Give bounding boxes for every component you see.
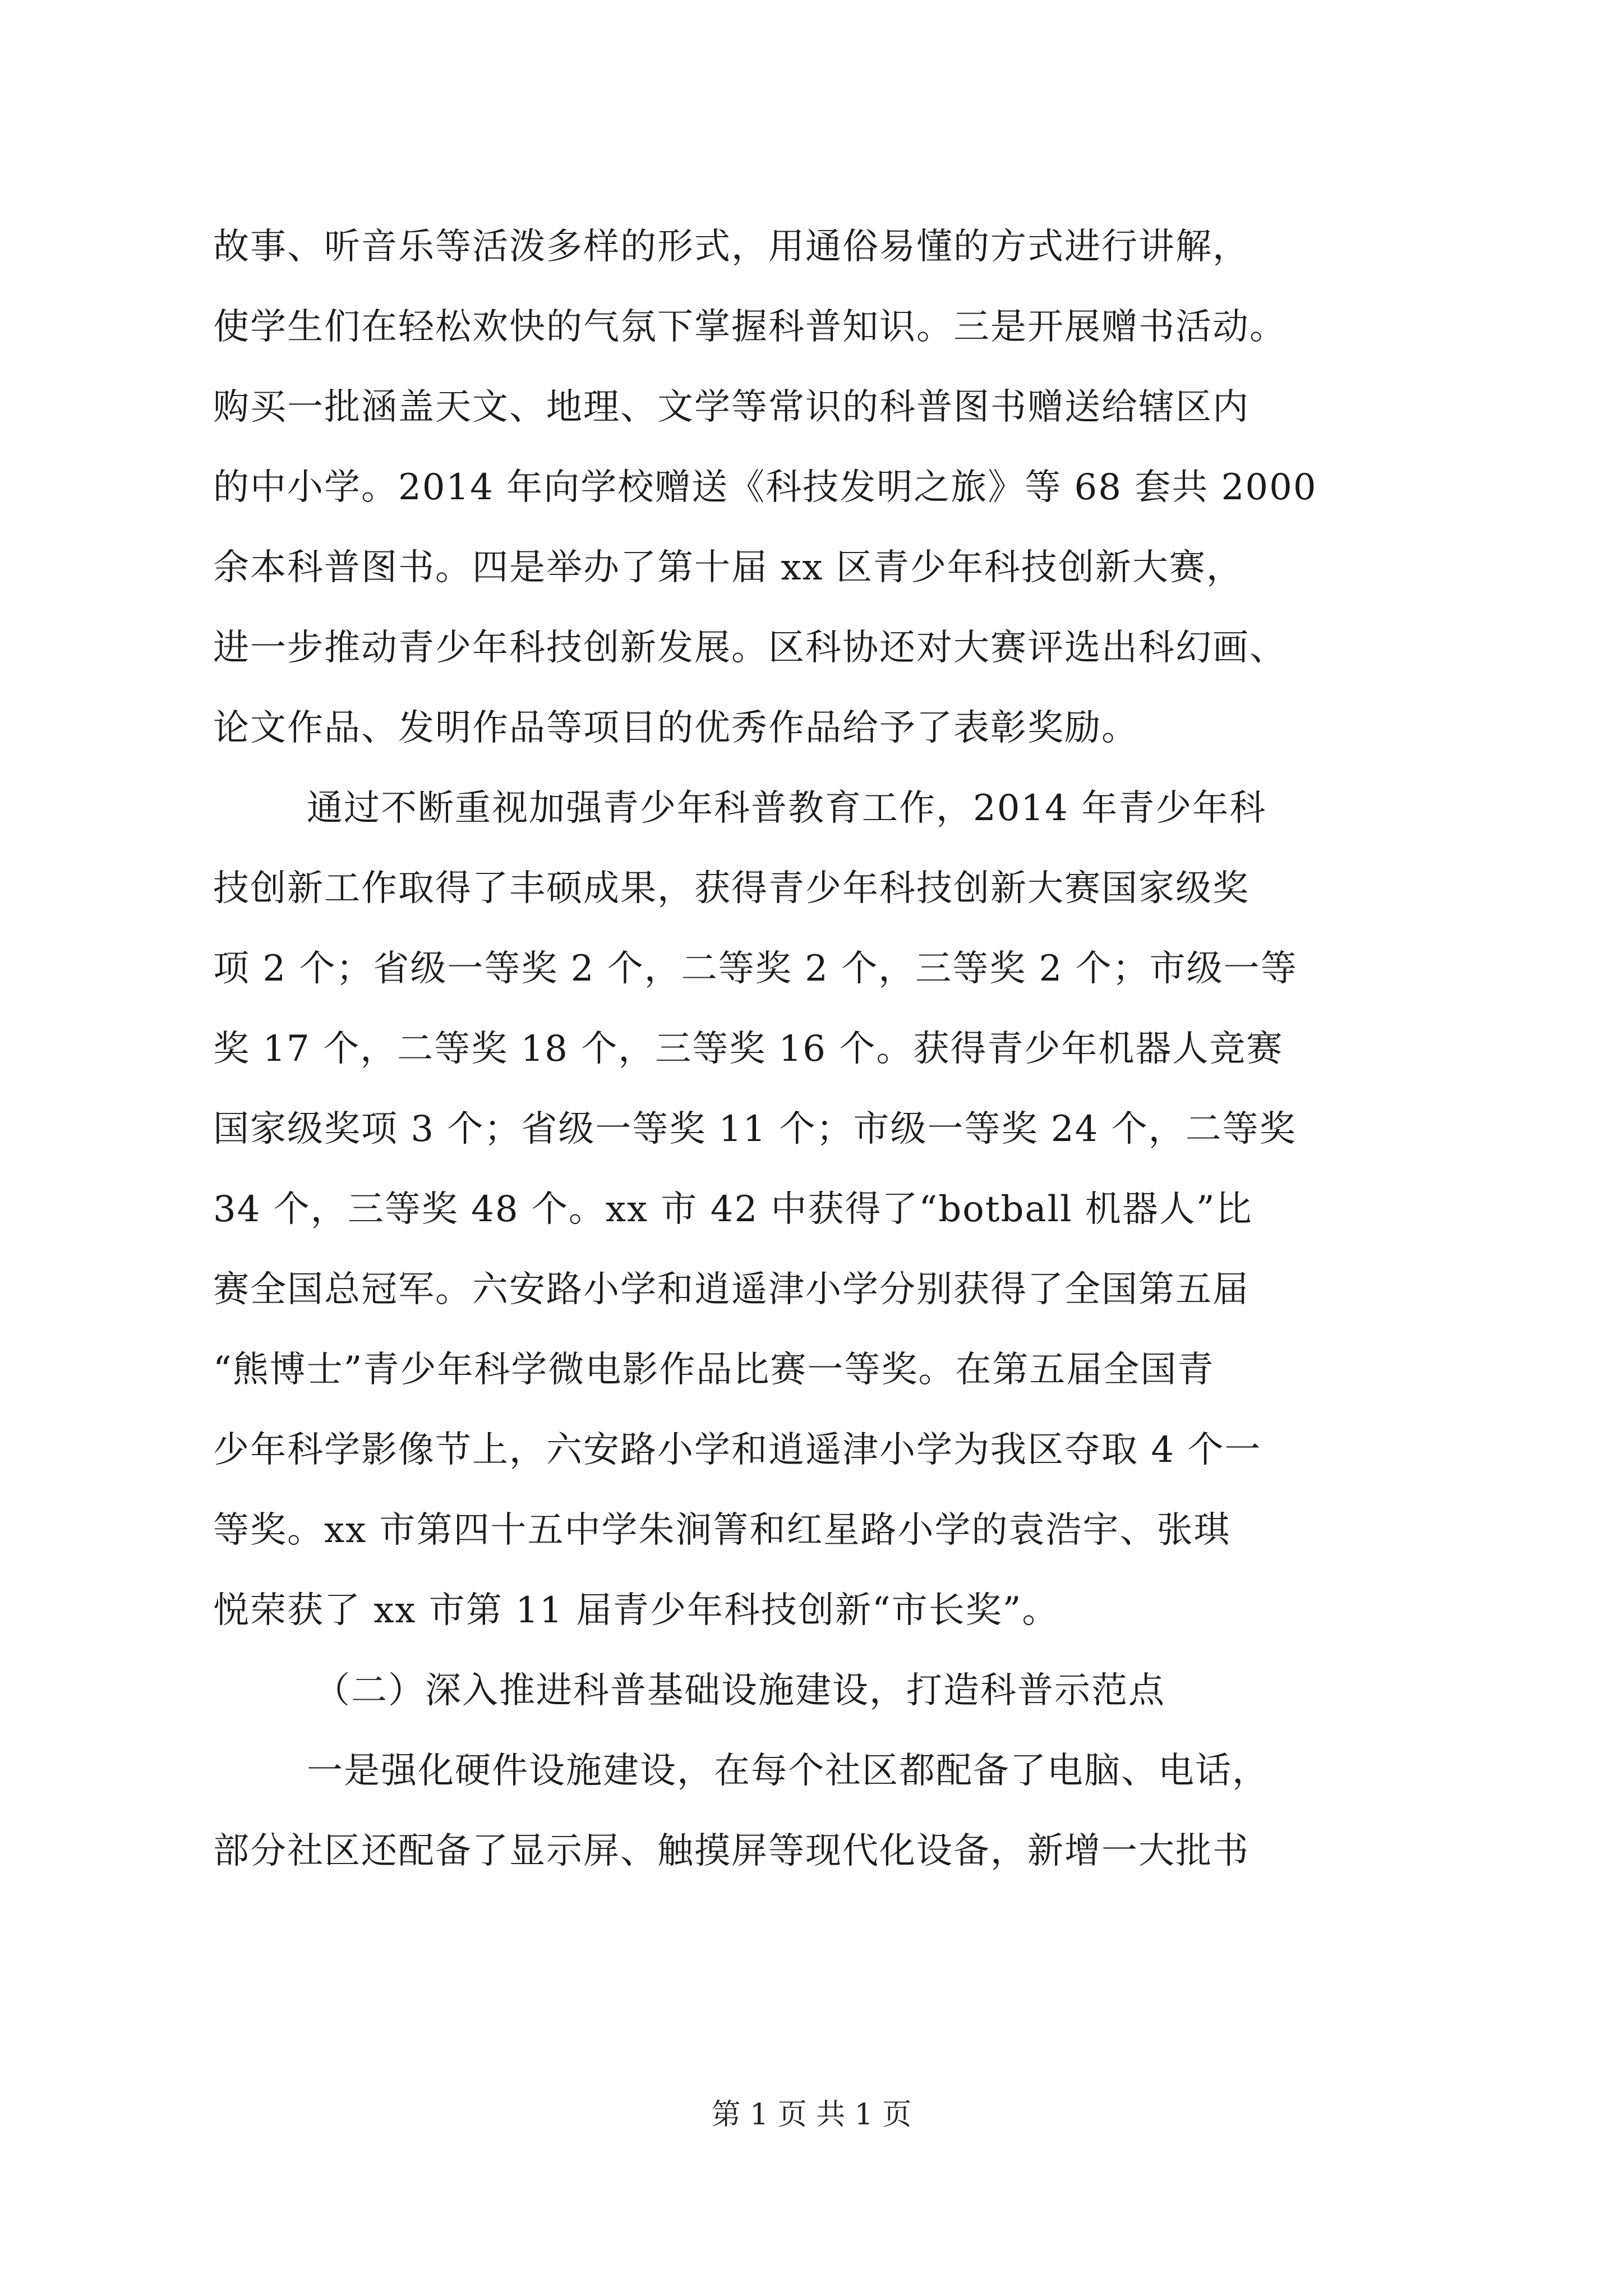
paragraph-line — [0, 1170, 1623, 1249]
paragraph-line — [0, 689, 1623, 767]
heading-text: （二）深入推进科普基础设施建设，打造科普示范点 — [314, 1670, 1165, 1711]
line-text: 技创新工作取得了丰硕成果，获得青少年科技创新大赛国家级奖 — [213, 868, 1249, 909]
paragraph-line — [0, 930, 1623, 1008]
line-text: “熊博士”青少年科学微电影作品比赛一等奖。在第五届全国青 — [213, 1349, 1215, 1391]
paragraph-line — [0, 1411, 1623, 1489]
line-text: 的中小学。2014 年向学校赠送《科技发明之旅》等 68 套共 2000 — [213, 467, 1317, 508]
page-number-label: 第 1 页 共 1 页 — [711, 2098, 912, 2132]
line-text: 购买一批涵盖天文、地理、文学等常识的科普图书赠送给辖区内 — [213, 386, 1249, 428]
line-text: 余本科普图书。四是举办了第十届 xx 区青少年科技创新大赛， — [213, 547, 1243, 588]
line-text: 项 2 个；省级一等奖 2 个，二等奖 2 个，三等奖 2 个；市级一等 — [213, 948, 1298, 990]
paragraph-line — [0, 769, 1623, 848]
paragraph-line — [0, 1812, 1623, 1890]
paragraph-line — [0, 609, 1623, 687]
line-text: 等奖。xx 市第四十五中学朱涧箐和红星路小学的袁浩宇、张琪 — [213, 1510, 1231, 1551]
line-text: 论文作品、发明作品等项目的优秀作品给予了表彰奖励。 — [213, 707, 1138, 749]
paragraph-line — [0, 208, 1623, 286]
paragraph-line — [0, 1250, 1623, 1329]
line-text: 部分社区还配备了显示屏、触摸屏等现代化设备，新增一大批书 — [213, 1830, 1249, 1872]
paragraph-line — [0, 448, 1623, 527]
line-text: 奖 17 个，二等奖 18 个，三等奖 16 个。获得青少年机器人竞赛 — [213, 1028, 1284, 1070]
section-heading — [0, 1651, 1623, 1730]
paragraph-line — [0, 1090, 1623, 1168]
line-text: 34 个，三等奖 48 个。xx 市 42 中获得了“botball 机器人”比 — [213, 1189, 1253, 1230]
paragraph-line — [0, 1491, 1623, 1570]
paragraph-line — [0, 1571, 1623, 1650]
line-text: 一是强化硬件设施建设，在每个社区都配备了电脑、电话， — [307, 1750, 1269, 1792]
line-text: 国家级奖项 3 个；省级一等奖 11 个；市级一等奖 24 个，二等奖 — [213, 1108, 1297, 1150]
page-footer — [0, 2087, 1623, 2143]
line-text: 少年科学影像节上，六安路小学和逍遥津小学为我区夺取 4 个一 — [213, 1429, 1262, 1471]
paragraph-line — [0, 1010, 1623, 1088]
line-text: 使学生们在轻松欢快的气氛下掌握科普知识。三是开展赠书活动。 — [213, 306, 1287, 348]
paragraph-line — [0, 1331, 1623, 1409]
line-text: 通过不断重视加强青少年科普教育工作，2014 年青少年科 — [307, 788, 1267, 829]
paragraph-line — [0, 1732, 1623, 1810]
line-text: 悦荣获了 xx 市第 11 届青少年科技创新“市长奖”。 — [213, 1590, 1059, 1631]
paragraph-line — [0, 528, 1623, 607]
line-text: 进一步推动青少年科技创新发展。区科协还对大赛评选出科幻画、 — [213, 627, 1287, 669]
paragraph-line — [0, 849, 1623, 928]
paragraph-line — [0, 368, 1623, 447]
line-text: 故事、听音乐等活泼多样的形式，用通俗易懂的方式进行讲解， — [213, 226, 1249, 268]
paragraph-line — [0, 288, 1623, 366]
line-text: 赛全国总冠军。六安路小学和逍遥津小学分别获得了全国第五届 — [213, 1269, 1249, 1310]
